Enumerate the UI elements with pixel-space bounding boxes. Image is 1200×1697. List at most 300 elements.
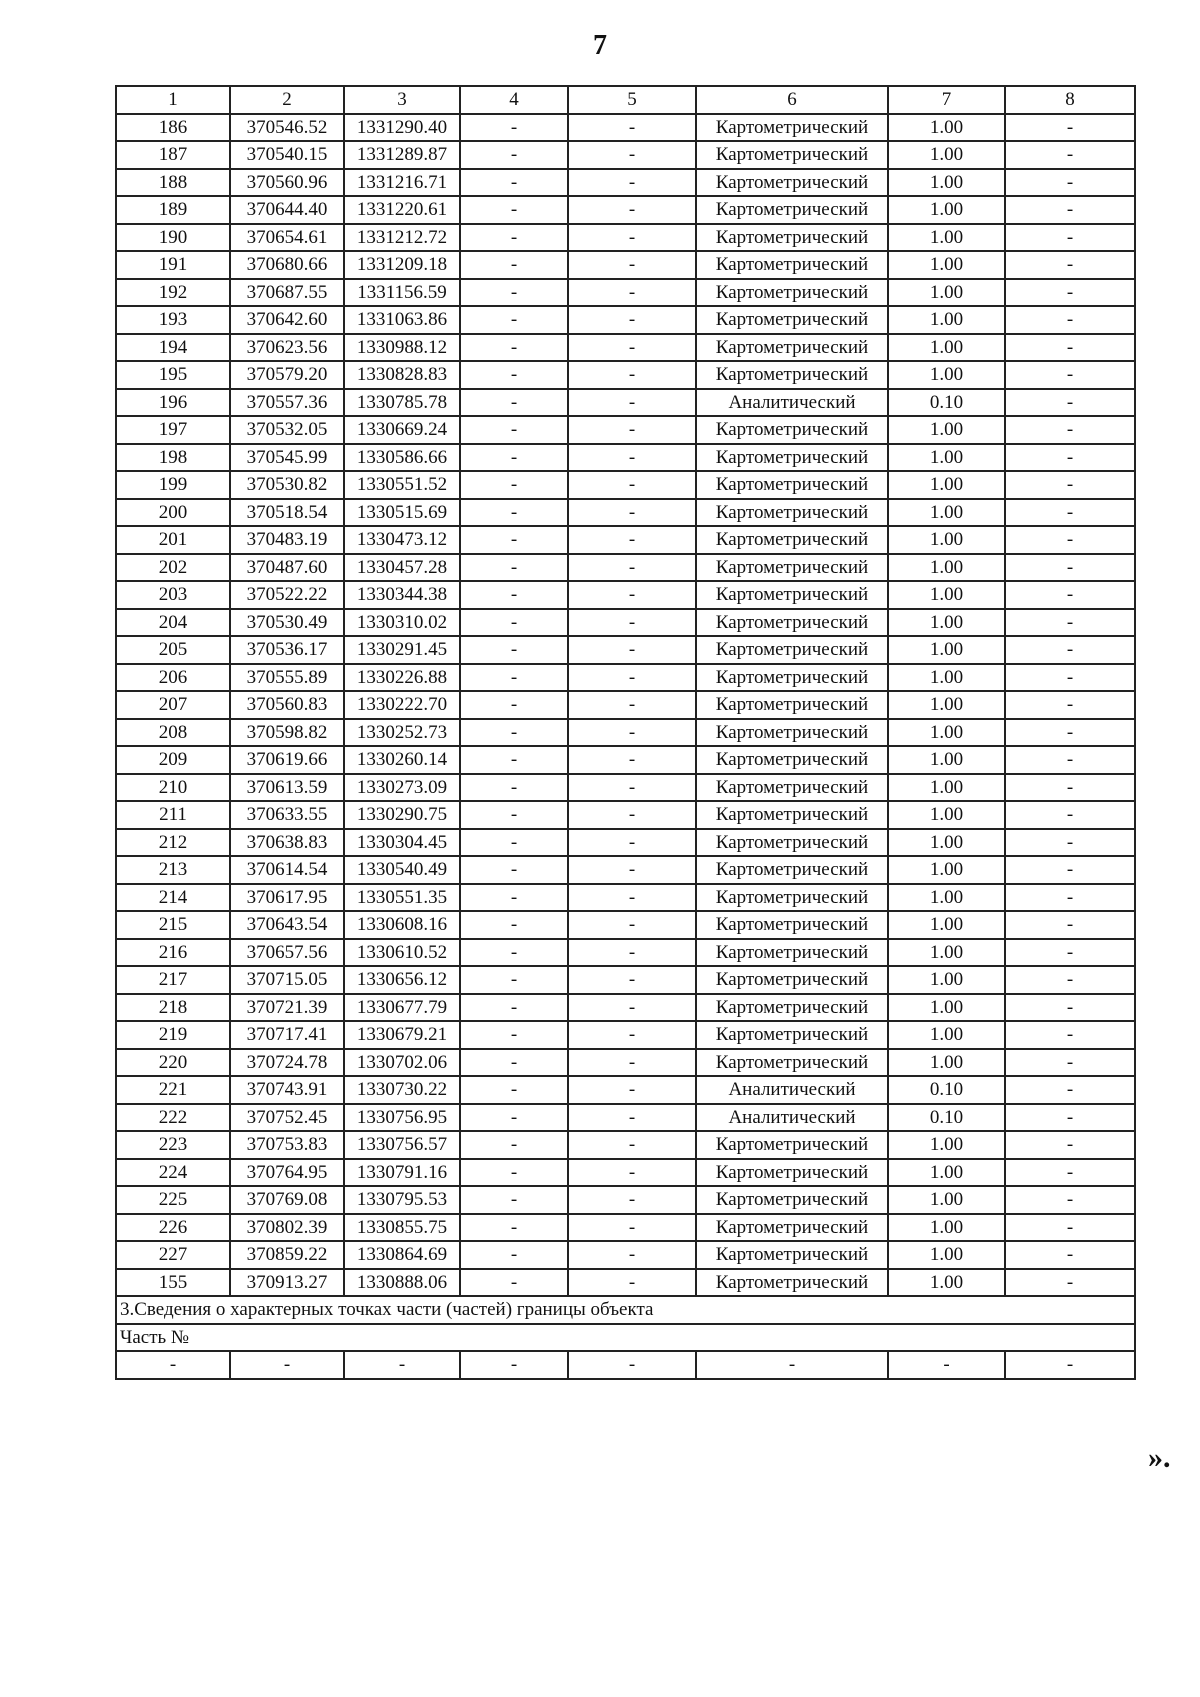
table-cell: 370644.40 bbox=[230, 196, 344, 224]
table-cell: - bbox=[460, 1269, 568, 1297]
table-cell: 0.10 bbox=[888, 1104, 1005, 1132]
table-cell: - bbox=[460, 1049, 568, 1077]
table-cell: 1330702.06 bbox=[344, 1049, 460, 1077]
table-row bbox=[116, 581, 1135, 609]
table-cell: - bbox=[460, 664, 568, 692]
table-cell: 370560.83 bbox=[230, 691, 344, 719]
table-cell: - bbox=[460, 939, 568, 967]
table-cell: 1.00 bbox=[888, 1021, 1005, 1049]
table-row bbox=[116, 279, 1135, 307]
table-cell: - bbox=[460, 1186, 568, 1214]
table-cell: 370769.08 bbox=[230, 1186, 344, 1214]
table-cell: 0.10 bbox=[888, 389, 1005, 417]
table-cell: 208 bbox=[116, 719, 230, 747]
table-cell: Картометрический bbox=[696, 774, 888, 802]
table-cell: 1 bbox=[116, 86, 230, 114]
table-row bbox=[116, 554, 1135, 582]
table-cell: 1.00 bbox=[888, 1214, 1005, 1242]
table-cell: 217 bbox=[116, 966, 230, 994]
table-cell: Картометрический bbox=[696, 169, 888, 197]
table-cell: Картометрический bbox=[696, 1186, 888, 1214]
table-cell: - bbox=[460, 334, 568, 362]
table-cell: - bbox=[460, 719, 568, 747]
table-cell: 1.00 bbox=[888, 1049, 1005, 1077]
table-cell: 1330864.69 bbox=[344, 1241, 460, 1269]
table-cell: 370623.56 bbox=[230, 334, 344, 362]
table-row bbox=[116, 499, 1135, 527]
table-cell: 370913.27 bbox=[230, 1269, 344, 1297]
table-cell: - bbox=[460, 829, 568, 857]
table-cell: 370614.54 bbox=[230, 856, 344, 884]
table-cell: 214 bbox=[116, 884, 230, 912]
table-cell: 227 bbox=[116, 1241, 230, 1269]
table-cell: Картометрический bbox=[696, 746, 888, 774]
table-cell: - bbox=[460, 774, 568, 802]
table-cell: - bbox=[460, 1159, 568, 1187]
table-cell: 1.00 bbox=[888, 306, 1005, 334]
table-cell: 201 bbox=[116, 526, 230, 554]
table-cell: - bbox=[568, 664, 696, 692]
table-cell: Картометрический bbox=[696, 1269, 888, 1297]
table-cell: - bbox=[568, 1159, 696, 1187]
table-cell: - bbox=[460, 609, 568, 637]
table-cell: - bbox=[1005, 801, 1135, 829]
table-cell: - bbox=[1005, 279, 1135, 307]
table-cell: 1330290.75 bbox=[344, 801, 460, 829]
table-cell: 1330888.06 bbox=[344, 1269, 460, 1297]
table-cell: - bbox=[568, 224, 696, 252]
table-row bbox=[116, 856, 1135, 884]
table-cell: Картометрический bbox=[696, 361, 888, 389]
table-row bbox=[116, 471, 1135, 499]
table-cell: 1331290.40 bbox=[344, 114, 460, 142]
table-cell: - bbox=[1005, 774, 1135, 802]
table-cell: 370643.54 bbox=[230, 911, 344, 939]
table-cell: 1.00 bbox=[888, 554, 1005, 582]
table-cell: - bbox=[1005, 1076, 1135, 1104]
table-cell: 370483.19 bbox=[230, 526, 344, 554]
table-cell: - bbox=[460, 1021, 568, 1049]
table-cell: - bbox=[460, 581, 568, 609]
table-cell: 1330730.22 bbox=[344, 1076, 460, 1104]
table-cell: 1330344.38 bbox=[344, 581, 460, 609]
table-cell: Картометрический bbox=[696, 334, 888, 362]
table-cell: Картометрический bbox=[696, 1049, 888, 1077]
table-cell: Картометрический bbox=[696, 224, 888, 252]
table-cell: - bbox=[1005, 1159, 1135, 1187]
table-cell: - bbox=[1005, 499, 1135, 527]
table-cell: 155 bbox=[116, 1269, 230, 1297]
table-cell: - bbox=[888, 1351, 1005, 1379]
table-cell: 189 bbox=[116, 196, 230, 224]
table-cell: - bbox=[1005, 196, 1135, 224]
table-cell: 1.00 bbox=[888, 609, 1005, 637]
table-cell: - bbox=[1005, 1104, 1135, 1132]
table-cell: - bbox=[568, 251, 696, 279]
table-cell: - bbox=[460, 169, 568, 197]
table-cell: 370530.82 bbox=[230, 471, 344, 499]
table-cell: - bbox=[1005, 169, 1135, 197]
table-cell: - bbox=[568, 829, 696, 857]
table-cell: 1.00 bbox=[888, 884, 1005, 912]
table-cell: Картометрический bbox=[696, 581, 888, 609]
part-label-row bbox=[116, 1324, 1135, 1352]
table-cell: 370555.89 bbox=[230, 664, 344, 692]
table-cell: 370633.55 bbox=[230, 801, 344, 829]
table-cell: Картометрический bbox=[696, 416, 888, 444]
table-cell: - bbox=[1005, 1241, 1135, 1269]
table-cell: - bbox=[568, 1049, 696, 1077]
table-cell: - bbox=[568, 774, 696, 802]
table-cell: Картометрический bbox=[696, 141, 888, 169]
table-cell: 1.00 bbox=[888, 334, 1005, 362]
table-cell: - bbox=[1005, 1186, 1135, 1214]
table-cell: 1.00 bbox=[888, 581, 1005, 609]
table-cell: Аналитический bbox=[696, 389, 888, 417]
table-cell: - bbox=[1005, 911, 1135, 939]
table-cell: - bbox=[1005, 966, 1135, 994]
table-cell: - bbox=[1005, 856, 1135, 884]
table-cell: 1.00 bbox=[888, 444, 1005, 472]
table-cell: 1330656.12 bbox=[344, 966, 460, 994]
table-cell: 7 bbox=[888, 86, 1005, 114]
coordinates-table bbox=[115, 85, 1136, 1380]
table-cell: Картометрический bbox=[696, 884, 888, 912]
table-cell: - bbox=[460, 416, 568, 444]
table-cell: - bbox=[460, 966, 568, 994]
page-number: 7 bbox=[593, 30, 607, 61]
table-row bbox=[116, 1159, 1135, 1187]
table-cell: Картометрический bbox=[696, 196, 888, 224]
table-cell: 1330791.16 bbox=[344, 1159, 460, 1187]
table-cell: 199 bbox=[116, 471, 230, 499]
section-title-row bbox=[116, 1296, 1135, 1324]
table-cell: 1330551.52 bbox=[344, 471, 460, 499]
table-cell: - bbox=[1005, 334, 1135, 362]
table-cell: 2 bbox=[230, 86, 344, 114]
table-cell: Аналитический bbox=[696, 1076, 888, 1104]
table-cell: 1.00 bbox=[888, 774, 1005, 802]
table-cell: - bbox=[460, 636, 568, 664]
table-cell: 1.00 bbox=[888, 1159, 1005, 1187]
table-cell: 5 bbox=[568, 86, 696, 114]
table-cell: Картометрический bbox=[696, 636, 888, 664]
table-cell: - bbox=[568, 169, 696, 197]
table-cell: - bbox=[1005, 994, 1135, 1022]
table-row bbox=[116, 691, 1135, 719]
table-cell: 1331063.86 bbox=[344, 306, 460, 334]
table-header-row bbox=[116, 86, 1135, 114]
table-cell: 1330679.21 bbox=[344, 1021, 460, 1049]
table-cell: - bbox=[696, 1351, 888, 1379]
table-cell: 370687.55 bbox=[230, 279, 344, 307]
table-cell: 8 bbox=[1005, 86, 1135, 114]
table-cell: 1330828.83 bbox=[344, 361, 460, 389]
table-cell: - bbox=[568, 801, 696, 829]
table-cell: Картометрический bbox=[696, 966, 888, 994]
table-cell: 1.00 bbox=[888, 279, 1005, 307]
table-row bbox=[116, 829, 1135, 857]
table-cell: 216 bbox=[116, 939, 230, 967]
table-cell: 6 bbox=[696, 86, 888, 114]
table-row bbox=[116, 801, 1135, 829]
table-cell: 1330260.14 bbox=[344, 746, 460, 774]
table-cell: 1330988.12 bbox=[344, 334, 460, 362]
table-cell: 213 bbox=[116, 856, 230, 884]
part-label: Часть № bbox=[116, 1324, 1135, 1352]
table-row bbox=[116, 1269, 1135, 1297]
table-cell: 1330855.75 bbox=[344, 1214, 460, 1242]
table-cell: Картометрический bbox=[696, 1131, 888, 1159]
table-cell: 1330610.52 bbox=[344, 939, 460, 967]
table-cell: - bbox=[1005, 526, 1135, 554]
table-cell: Картометрический bbox=[696, 664, 888, 692]
table-cell: 215 bbox=[116, 911, 230, 939]
table-cell: - bbox=[1005, 829, 1135, 857]
table-cell: 370619.66 bbox=[230, 746, 344, 774]
table-cell: 1331289.87 bbox=[344, 141, 460, 169]
table-cell: - bbox=[568, 471, 696, 499]
table-cell: - bbox=[568, 361, 696, 389]
table-cell: - bbox=[1005, 746, 1135, 774]
table-cell: - bbox=[1005, 416, 1135, 444]
table-row bbox=[116, 1076, 1135, 1104]
table-cell: 1.00 bbox=[888, 719, 1005, 747]
table-cell: - bbox=[460, 471, 568, 499]
table-cell: - bbox=[568, 911, 696, 939]
table-cell: - bbox=[460, 1241, 568, 1269]
table-cell: - bbox=[568, 554, 696, 582]
table-cell: 370540.15 bbox=[230, 141, 344, 169]
table-row bbox=[116, 141, 1135, 169]
table-cell: - bbox=[460, 361, 568, 389]
table-cell: - bbox=[460, 526, 568, 554]
table-cell: 1.00 bbox=[888, 526, 1005, 554]
table-row bbox=[116, 1131, 1135, 1159]
table-cell: Картометрический bbox=[696, 691, 888, 719]
table-cell: 212 bbox=[116, 829, 230, 857]
table-cell: - bbox=[568, 1021, 696, 1049]
table-cell: Картометрический bbox=[696, 554, 888, 582]
table-cell: 1330785.78 bbox=[344, 389, 460, 417]
table-row bbox=[116, 416, 1135, 444]
table-row bbox=[116, 966, 1135, 994]
table-cell: 221 bbox=[116, 1076, 230, 1104]
closing-quote-mark: ». bbox=[1148, 1441, 1171, 1474]
table-cell: 1330304.45 bbox=[344, 829, 460, 857]
table-cell: - bbox=[1005, 1049, 1135, 1077]
table-cell: 1.00 bbox=[888, 416, 1005, 444]
table-cell: 1331216.71 bbox=[344, 169, 460, 197]
table-cell: 370654.61 bbox=[230, 224, 344, 252]
table-cell: 224 bbox=[116, 1159, 230, 1187]
table-cell: - bbox=[568, 884, 696, 912]
table-cell: - bbox=[460, 911, 568, 939]
table-cell: 195 bbox=[116, 361, 230, 389]
table-cell: 1330795.53 bbox=[344, 1186, 460, 1214]
table-row bbox=[116, 389, 1135, 417]
table-cell: Картометрический bbox=[696, 994, 888, 1022]
table-cell: - bbox=[1005, 884, 1135, 912]
table-cell: - bbox=[1005, 114, 1135, 142]
table-cell: - bbox=[568, 499, 696, 527]
table-cell: - bbox=[460, 1076, 568, 1104]
table-cell: - bbox=[1005, 636, 1135, 664]
table-cell: - bbox=[1005, 554, 1135, 582]
table-row bbox=[116, 1104, 1135, 1132]
table-cell: Картометрический bbox=[696, 719, 888, 747]
table-cell: 370546.52 bbox=[230, 114, 344, 142]
table-cell: - bbox=[568, 389, 696, 417]
table-cell: 370579.20 bbox=[230, 361, 344, 389]
table-cell: 225 bbox=[116, 1186, 230, 1214]
table-cell: 193 bbox=[116, 306, 230, 334]
table-cell: - bbox=[1005, 939, 1135, 967]
table-cell: 370680.66 bbox=[230, 251, 344, 279]
table-cell: - bbox=[1005, 1269, 1135, 1297]
table-cell: 1330457.28 bbox=[344, 554, 460, 582]
table-row bbox=[116, 526, 1135, 554]
table-cell: 370545.99 bbox=[230, 444, 344, 472]
table-cell: 370638.83 bbox=[230, 829, 344, 857]
table-cell: 370752.45 bbox=[230, 1104, 344, 1132]
table-cell: 1330540.49 bbox=[344, 856, 460, 884]
table-row bbox=[116, 994, 1135, 1022]
table-cell: 1330756.57 bbox=[344, 1131, 460, 1159]
table-cell: - bbox=[230, 1351, 344, 1379]
table-cell: - bbox=[568, 334, 696, 362]
table-cell: Картометрический bbox=[696, 279, 888, 307]
table-cell: - bbox=[568, 1351, 696, 1379]
table-cell: Аналитический bbox=[696, 1104, 888, 1132]
table-cell: 207 bbox=[116, 691, 230, 719]
table-cell: - bbox=[568, 636, 696, 664]
table-cell: 370764.95 bbox=[230, 1159, 344, 1187]
table-cell: - bbox=[460, 884, 568, 912]
table-cell: - bbox=[568, 939, 696, 967]
table-cell: 1330310.02 bbox=[344, 609, 460, 637]
table-cell: - bbox=[460, 801, 568, 829]
table-cell: 187 bbox=[116, 141, 230, 169]
table-cell: 222 bbox=[116, 1104, 230, 1132]
table-cell: - bbox=[1005, 1351, 1135, 1379]
table-cell: 1330669.24 bbox=[344, 416, 460, 444]
table-row bbox=[116, 664, 1135, 692]
table-cell: 223 bbox=[116, 1131, 230, 1159]
table-cell: 1331212.72 bbox=[344, 224, 460, 252]
table-cell: 1.00 bbox=[888, 196, 1005, 224]
table-cell: - bbox=[568, 1131, 696, 1159]
table-row bbox=[116, 719, 1135, 747]
table-cell: 203 bbox=[116, 581, 230, 609]
table-cell: 1.00 bbox=[888, 746, 1005, 774]
table-cell: 1.00 bbox=[888, 939, 1005, 967]
table-row bbox=[116, 1049, 1135, 1077]
table-cell: - bbox=[568, 581, 696, 609]
table-cell: - bbox=[1005, 224, 1135, 252]
table-row bbox=[116, 444, 1135, 472]
table-row bbox=[116, 1186, 1135, 1214]
table-cell: - bbox=[1005, 1131, 1135, 1159]
table-cell: 370522.22 bbox=[230, 581, 344, 609]
table-row bbox=[116, 251, 1135, 279]
table-cell: - bbox=[1005, 471, 1135, 499]
coordinates-table-body bbox=[116, 86, 1135, 1379]
table-cell: Картометрический bbox=[696, 499, 888, 527]
table-cell: 1.00 bbox=[888, 1269, 1005, 1297]
table-cell: - bbox=[460, 994, 568, 1022]
table-cell: Картометрический bbox=[696, 829, 888, 857]
table-cell: - bbox=[568, 1104, 696, 1132]
table-cell: - bbox=[460, 196, 568, 224]
table-row bbox=[116, 1021, 1135, 1049]
table-cell: 198 bbox=[116, 444, 230, 472]
table-cell: 1330226.88 bbox=[344, 664, 460, 692]
table-cell: 370613.59 bbox=[230, 774, 344, 802]
table-cell: 4 bbox=[460, 86, 568, 114]
table-cell: 1.00 bbox=[888, 471, 1005, 499]
table-cell: 370859.22 bbox=[230, 1241, 344, 1269]
table-cell: 370560.96 bbox=[230, 169, 344, 197]
table-cell: - bbox=[1005, 664, 1135, 692]
table-cell: 1.00 bbox=[888, 994, 1005, 1022]
table-cell: 205 bbox=[116, 636, 230, 664]
table-cell: - bbox=[1005, 719, 1135, 747]
table-cell: 194 bbox=[116, 334, 230, 362]
table-cell: - bbox=[460, 691, 568, 719]
table-cell: - bbox=[1005, 691, 1135, 719]
table-cell: - bbox=[116, 1351, 230, 1379]
table-cell: 1330756.95 bbox=[344, 1104, 460, 1132]
table-cell: 1.00 bbox=[888, 1186, 1005, 1214]
table-cell: 190 bbox=[116, 224, 230, 252]
table-cell: - bbox=[1005, 251, 1135, 279]
table-cell: - bbox=[1005, 581, 1135, 609]
table-cell: - bbox=[1005, 141, 1135, 169]
table-cell: 370642.60 bbox=[230, 306, 344, 334]
table-cell: 1.00 bbox=[888, 251, 1005, 279]
table-cell: - bbox=[568, 141, 696, 169]
table-cell: 0.10 bbox=[888, 1076, 1005, 1104]
table-row bbox=[116, 196, 1135, 224]
table-row bbox=[116, 361, 1135, 389]
table-cell: - bbox=[568, 1241, 696, 1269]
table-cell: 1330608.16 bbox=[344, 911, 460, 939]
table-cell: 370518.54 bbox=[230, 499, 344, 527]
table-cell: - bbox=[460, 1131, 568, 1159]
table-cell: 1.00 bbox=[888, 1131, 1005, 1159]
table-cell: 370530.49 bbox=[230, 609, 344, 637]
table-row bbox=[116, 306, 1135, 334]
table-cell: 1.00 bbox=[888, 224, 1005, 252]
table-cell: 370536.17 bbox=[230, 636, 344, 664]
table-cell: - bbox=[568, 609, 696, 637]
table-cell: 1.00 bbox=[888, 114, 1005, 142]
table-cell: 1330515.69 bbox=[344, 499, 460, 527]
table-cell: - bbox=[568, 279, 696, 307]
table-cell: - bbox=[460, 389, 568, 417]
table-cell: - bbox=[568, 196, 696, 224]
table-cell: - bbox=[460, 444, 568, 472]
table-cell: Картометрический bbox=[696, 251, 888, 279]
table-cell: 3 bbox=[344, 86, 460, 114]
table-cell: 1330273.09 bbox=[344, 774, 460, 802]
table-cell: Картометрический bbox=[696, 911, 888, 939]
table-cell: 191 bbox=[116, 251, 230, 279]
table-cell: - bbox=[568, 1186, 696, 1214]
table-cell: 1.00 bbox=[888, 361, 1005, 389]
table-cell: - bbox=[568, 719, 696, 747]
